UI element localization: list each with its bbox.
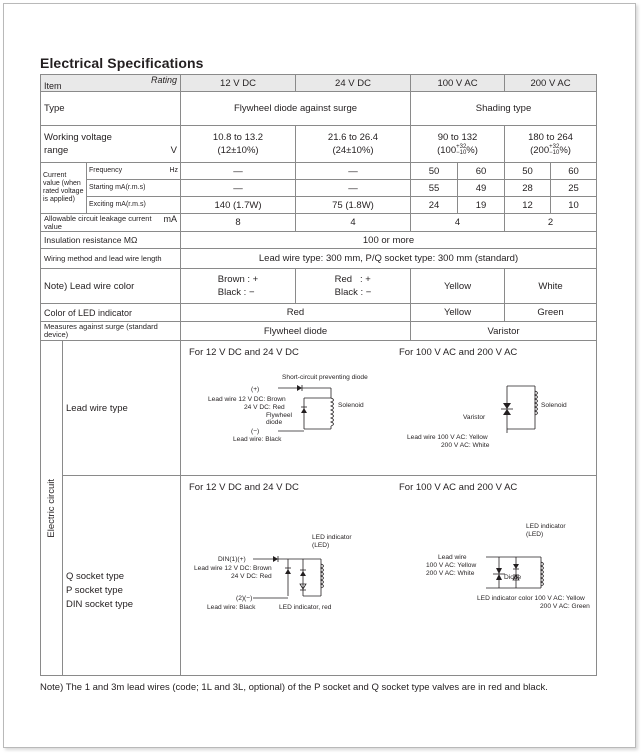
starting-row <box>41 180 597 197</box>
wv-100vac <box>411 126 505 163</box>
led-color-200vac: Green <box>505 304 597 322</box>
type-label: Type <box>41 92 181 126</box>
socket-ac-title: For 100 V AC and 200 V AC <box>399 482 518 493</box>
ac-lead-100-label: 100 V AC: Yellow <box>426 562 477 569</box>
surge-dc: Flywheel diode <box>181 322 411 341</box>
frequency-text: Frequency <box>89 167 123 174</box>
footnote: Note) The 1 and 3m lead wires (code; 1L and 3L, optional) of the P socket and Q socket type valves are in red and black. <box>40 682 548 693</box>
led-color-row <box>41 304 597 322</box>
insulation-text: Insulation resistance <box>44 235 122 245</box>
wv-range: 21.6 to 26.4 <box>327 132 379 143</box>
surge-label: Measures against surge (standard device) <box>41 322 181 341</box>
leakage-24vdc: 4 <box>296 214 411 232</box>
type-ac: Shading type <box>411 92 597 126</box>
current-value-label: Current value (when rated voltage is applied) <box>41 163 87 214</box>
led-color-dc: Red <box>181 304 411 322</box>
surge-row <box>41 322 597 341</box>
lead-color-minus: Black : − <box>217 287 255 298</box>
frequency-row <box>41 163 597 180</box>
wv-tol-post: %) <box>466 145 478 156</box>
lead-color-12vdc <box>181 269 296 304</box>
electric-circuit-label: Electric circuit <box>46 478 57 538</box>
exciting-row <box>41 197 597 214</box>
socket-circuit-row <box>41 476 597 676</box>
wv-tol-pre: (100 <box>437 145 457 156</box>
leakage-row <box>41 214 597 232</box>
lead-color-plus: Red : + <box>334 274 371 285</box>
wv-200vac <box>505 126 597 163</box>
socket-dc-black-label: Lead wire: Black <box>207 604 256 611</box>
lead-color-row <box>41 269 597 304</box>
working-voltage-row <box>41 126 597 163</box>
wv-12vdc <box>181 126 296 163</box>
electric-circuit-label-cell <box>41 341 63 676</box>
section-title: Electrical Specifications <box>40 55 204 71</box>
ac-led-label-1: LED indicator <box>526 523 566 530</box>
wv-tol: (12±10%) <box>217 145 259 156</box>
q-socket-label: Q socket type <box>66 570 125 582</box>
type-row <box>41 92 597 126</box>
lead-wire-circuit-row <box>41 341 597 476</box>
dc-minus-label: (−) <box>251 428 260 435</box>
lead-color-plus: Brown : + <box>217 274 259 285</box>
socket-type-label <box>63 476 181 676</box>
wiring-label: Wiring method and lead wire length <box>41 249 181 269</box>
wv-range: 180 to 264 <box>528 132 573 143</box>
insulation-row <box>41 232 597 249</box>
dc-solenoid-label: Solenoid <box>338 402 364 409</box>
wv-label-2: range <box>44 145 69 156</box>
leakage-200vac: 2 <box>505 214 597 232</box>
lead-color-minus: Black : − <box>334 287 372 298</box>
insulation-value: 100 or more <box>181 232 597 249</box>
dc-black-label: Lead wire: Black <box>233 436 282 443</box>
socket-dc-lead-label-1: Lead wire 12 V DC: Brown <box>194 565 272 572</box>
dc-led-label-1: LED indicator <box>312 534 352 541</box>
leakage-label <box>41 214 181 232</box>
exciting-cell: 10 <box>551 197 597 214</box>
wv-tol-down: −10 <box>456 150 467 157</box>
working-voltage-label <box>41 126 181 163</box>
lead-wire-type-label: Lead wire type <box>63 341 181 476</box>
ac-lead-label-2: 200 V AC: White <box>441 442 490 449</box>
starting-cell: 55 <box>411 180 458 197</box>
lead-wire-ac-title: For 100 V AC and 200 V AC <box>399 347 518 358</box>
p-socket-label: P socket type <box>66 584 123 596</box>
insulation-label <box>41 232 181 249</box>
col-100vac: 100 V AC <box>411 75 505 92</box>
starting-cell: 49 <box>458 180 505 197</box>
ac-lead-200-label: 200 V AC: White <box>426 570 475 577</box>
wv-tol-post: %) <box>559 145 571 156</box>
wv-tol-up: +32 <box>456 144 467 151</box>
leakage-text: Allowable circuit leakage current value <box>44 213 152 231</box>
rating-label: Rating <box>150 75 177 85</box>
led-color-100vac: Yellow <box>411 304 505 322</box>
dc-led-label-2: (LED) <box>312 542 330 549</box>
short-circuit-diode-label: Short-circuit preventing diode <box>282 374 368 381</box>
item-label: Item <box>44 81 62 91</box>
starting-cell: — <box>181 180 296 197</box>
ac-led-color-label-2: 200 V AC: Green <box>540 603 590 610</box>
insulation-unit: MΩ <box>123 235 138 245</box>
din-socket-label: DIN socket type <box>66 598 134 610</box>
exciting-cell: 140 (1.7W) <box>181 197 296 214</box>
wv-label-1: Working voltage <box>44 132 112 143</box>
dc-lead-label-1: Lead wire 12 V DC: Brown <box>208 396 286 403</box>
wv-tol: (24±10%) <box>332 145 374 156</box>
ac-diode-label: Diode <box>504 574 522 581</box>
frequency-unit: Hz <box>169 167 178 174</box>
starting-label: Starting mA(r.m.s) <box>87 180 181 197</box>
led-red-label: LED indicator, red <box>279 604 332 611</box>
starting-cell: 25 <box>551 180 597 197</box>
wv-tol-up: +32 <box>549 144 560 151</box>
leakage-100vac: 4 <box>411 214 505 232</box>
din-plus-label: DIN(1)(+) <box>218 556 246 563</box>
freq-cell: 60 <box>551 163 597 180</box>
socket-dc-lead-label-2: 24 V DC: Red <box>231 573 272 580</box>
wv-unit: V <box>170 145 177 156</box>
led-color-label: Color of LED indicator <box>41 304 181 322</box>
ac-led-label-2: (LED) <box>526 531 544 538</box>
ac-led-color-label-1: LED indicator color 100 V AC: Yellow <box>477 595 585 602</box>
col-200vac: 200 V AC <box>505 75 597 92</box>
varistor-label: Varistor <box>463 414 486 421</box>
lead-color-24vdc <box>296 269 411 304</box>
freq-cell: 50 <box>411 163 458 180</box>
wiring-row <box>41 249 597 269</box>
starting-cell: — <box>296 180 411 197</box>
lead-wire-circuit-diagram <box>181 341 597 476</box>
leakage-unit: mA <box>163 213 177 224</box>
wv-tol-down: −10 <box>549 150 560 157</box>
wiring-value: Lead wire type: 300 mm, P/Q socket type: 300 mm (standard) <box>181 249 597 269</box>
ac-lead-wire-label: Lead wire <box>438 554 467 561</box>
wv-range: 10.8 to 13.2 <box>212 132 264 143</box>
ac-solenoid-label: Solenoid <box>541 402 567 409</box>
leakage-12vdc: 8 <box>181 214 296 232</box>
dc-lead-label-2: 24 V DC: Red <box>244 404 285 411</box>
din-minus-label: (2)(−) <box>236 595 253 602</box>
dc-plus-label: (+) <box>251 386 260 393</box>
starting-cell: 28 <box>505 180 551 197</box>
exciting-cell: 19 <box>458 197 505 214</box>
lead-wire-dc-title: For 12 V DC and 24 V DC <box>189 347 299 358</box>
col-12vdc: 12 V DC <box>181 75 296 92</box>
ac-lead-label-1: Lead wire 100 V AC: Yellow <box>407 434 488 441</box>
type-dc: Flywheel diode against surge <box>181 92 411 126</box>
lead-color-label: Note) Lead wire color <box>41 269 181 304</box>
wv-tol-pre: (200 <box>530 145 550 156</box>
frequency-label <box>87 163 181 180</box>
freq-cell: — <box>181 163 296 180</box>
wv-24vdc <box>296 126 411 163</box>
flywheel-label-2: diode <box>266 419 283 426</box>
socket-circuit-diagram <box>181 476 597 676</box>
wv-range: 90 to 132 <box>437 132 478 143</box>
header-row <box>41 75 597 92</box>
lead-color-100vac: Yellow <box>411 269 505 304</box>
lead-wire-circuit-cell <box>181 341 597 476</box>
socket-circuit-cell <box>181 476 597 676</box>
freq-cell: 50 <box>505 163 551 180</box>
freq-cell: — <box>296 163 411 180</box>
exciting-cell: 75 (1.8W) <box>296 197 411 214</box>
freq-cell: 60 <box>458 163 505 180</box>
item-rating-header <box>41 75 181 92</box>
flywheel-label-1: Flywheel <box>266 412 293 419</box>
col-24vdc: 24 V DC <box>296 75 411 92</box>
socket-dc-title: For 12 V DC and 24 V DC <box>189 482 299 493</box>
spec-table <box>40 74 597 676</box>
exciting-cell: 24 <box>411 197 458 214</box>
exciting-cell: 12 <box>505 197 551 214</box>
lead-color-200vac: White <box>505 269 597 304</box>
exciting-label: Exciting mA(r.m.s) <box>87 197 181 214</box>
surge-ac: Varistor <box>411 322 597 341</box>
